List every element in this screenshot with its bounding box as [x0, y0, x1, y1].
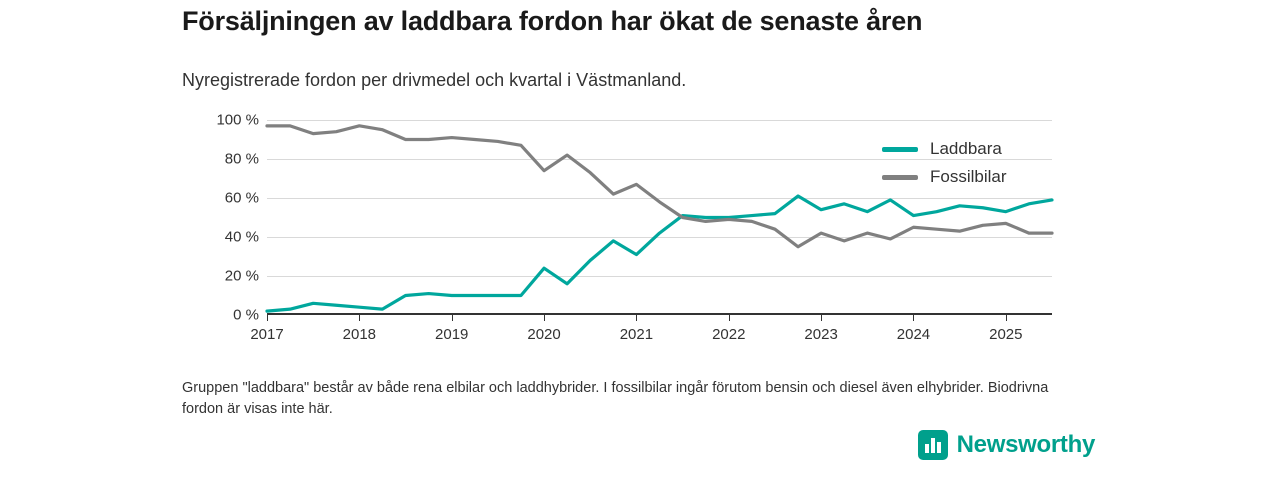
x-axis-tick	[636, 315, 637, 321]
legend-item-laddbara	[882, 135, 1007, 163]
y-axis-tick-label: 60 %	[224, 189, 259, 207]
x-axis-tick	[1006, 315, 1007, 321]
brand-logo	[918, 430, 1095, 460]
x-axis-tick	[821, 315, 822, 321]
legend-label-laddbara: Laddbara	[930, 139, 1002, 158]
x-axis-tick	[452, 315, 453, 321]
x-axis-tick	[544, 315, 545, 321]
y-axis-tick-label: 100 %	[216, 111, 259, 129]
y-axis-tick-label: 0 %	[233, 306, 259, 324]
x-axis-tick-label: 2020	[527, 326, 561, 343]
x-axis-tick-label: 2025	[989, 326, 1023, 343]
x-axis-tick-label: 2021	[619, 326, 654, 343]
x-axis-tick	[267, 315, 268, 321]
legend-item-fossilbilar	[882, 163, 1007, 191]
legend-swatch-laddbara	[882, 147, 918, 152]
x-axis-tick-label: 2022	[712, 326, 746, 343]
legend-label-fossilbilar: Fossilbilar	[930, 167, 1007, 186]
x-axis-tick	[729, 315, 730, 321]
chart-subtitle: Nyregistrerade fordon per drivmedel och kvartal i Västmanland.	[182, 70, 687, 90]
x-axis-tick-label: 2019	[435, 326, 469, 343]
x-axis-tick-label: 2024	[896, 326, 931, 343]
legend-swatch-fossilbilar	[882, 175, 918, 180]
y-axis-tick-label: 40 %	[224, 228, 259, 246]
brand-name: Newsworthy	[956, 431, 1095, 458]
x-axis-tick	[913, 315, 914, 321]
y-axis-tick-label: 20 %	[224, 267, 259, 285]
page-title: Försäljningen av laddbara fordon har ökat de senaste åren	[182, 6, 923, 36]
chart-footnote: Gruppen "laddbara" består av både rena elbilar och laddhybrider. I fossilbilar ingår förutom bensin och diesel även elhybrider. Biodrivna fordon är visas inte här.	[182, 380, 1049, 418]
series-line-laddbara	[267, 196, 1052, 311]
x-axis-tick-label: 2018	[342, 326, 377, 343]
chart-legend	[882, 135, 1007, 191]
bar-chart-icon	[918, 430, 948, 460]
x-axis-tick	[359, 315, 360, 321]
y-axis-tick-label: 80 %	[224, 150, 259, 168]
x-axis-tick-label: 2017	[250, 326, 284, 343]
chart-container	[182, 110, 1082, 343]
x-axis	[267, 313, 1052, 315]
x-axis-tick-label: 2023	[804, 326, 838, 343]
